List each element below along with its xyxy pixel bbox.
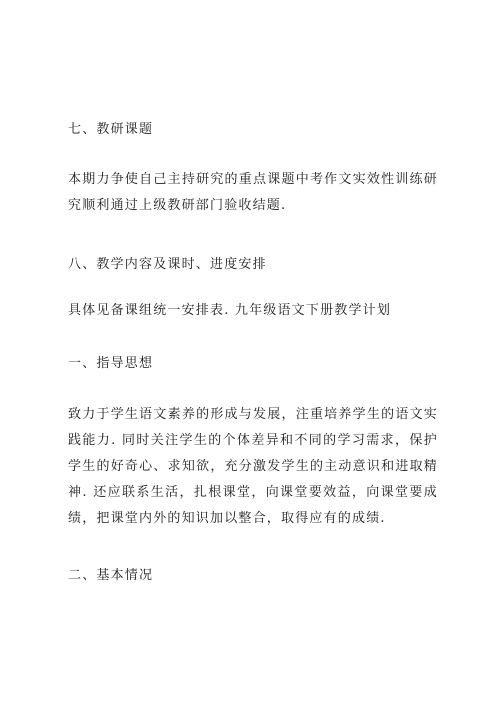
section-heading-research-topic: 七、教研课题: [68, 122, 154, 137]
section-heading-guiding-ideology: 一、指导思想: [68, 356, 154, 371]
paragraph-guiding-ideology: 致力于学生语文素养的形成与发展，注重培养学生的语文实践能力. 同时关注学生的个体差异和不同的学习需求，保护学生的好奇心、求知欲，充分激发学生的主动意识和进取精神. 还应联系生活，扎根课堂，向课堂要效益，向课堂要成绩，把课堂内外的知识加以整合，取得应有的成绩.: [68, 407, 438, 526]
section-heading-basic-situation: 二、基本情况: [68, 568, 154, 583]
paragraph-research-topic: 本期力争使自己主持研究的重点课题中考作文实效性训练研究顺利通过上级教研部门验收结题.: [68, 172, 438, 213]
paragraph-teaching-content: 具体见备课组统一安排表. 九年级语文下册教学计划: [68, 303, 392, 318]
section-heading-teaching-content: 八、教学内容及课时、进度安排: [68, 257, 267, 272]
